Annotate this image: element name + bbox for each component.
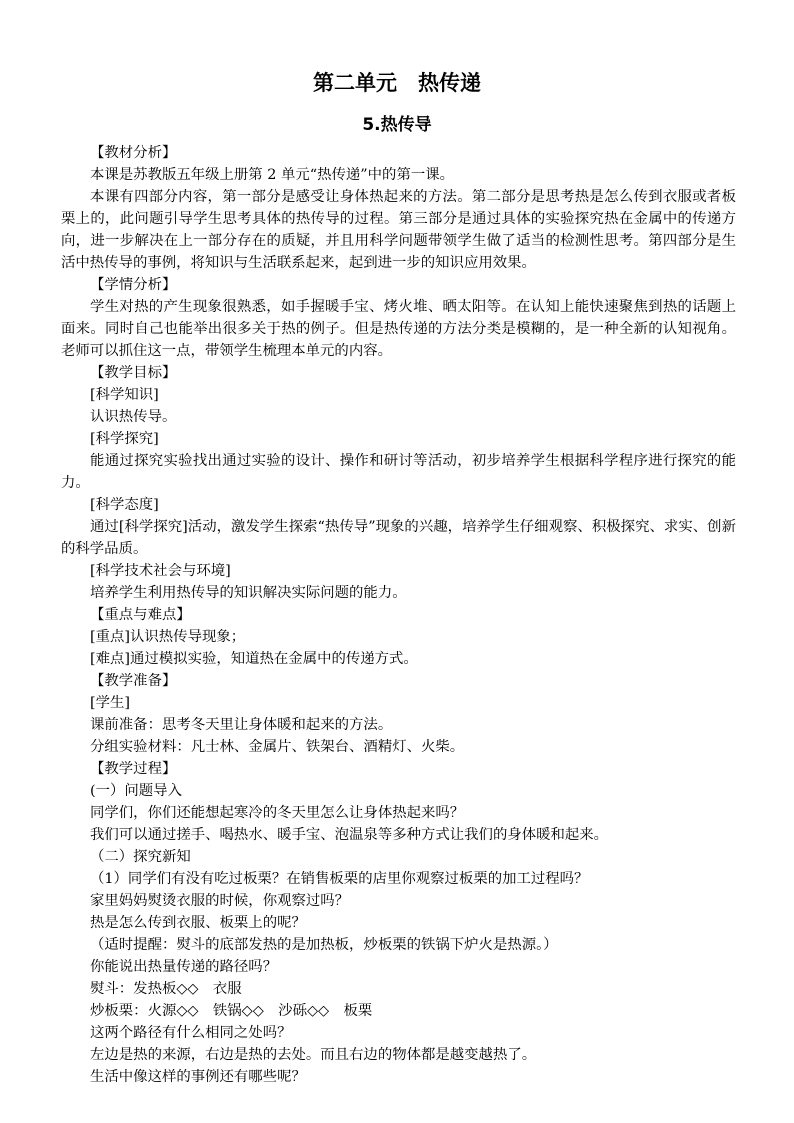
preparation-materials: 分组实验材料：凡士林、金属片、铁架台、酒精灯、火柴。 (90, 739, 465, 755)
objective-sts-text: 培养学生利用热传导的知识解决实际问题的能力。 (90, 585, 407, 601)
heading-textbook-analysis: 【教材分析】 (90, 145, 177, 161)
heading-key-points: 【重点与难点】 (90, 607, 191, 623)
objective-knowledge-text: 认识热传导。 (90, 409, 177, 425)
objective-inquiry-text: 能通过探究实验找出通过实验的设计、操作和研讨等活动，初步培养学生根据科学程序进行探究的能力。 (61, 453, 736, 491)
objective-attitude-label: [科学态度] (90, 497, 159, 513)
heading-preparation: 【教学准备】 (90, 673, 177, 689)
process-part2-a5: 左边是热的来源，右边是热的去处。而且右边的物体都是越变越热了。 (90, 1047, 537, 1063)
objective-knowledge-label: [科学知识] (90, 387, 159, 403)
key-point: [重点]认识热传导现象； (90, 629, 246, 645)
process-part2-q6: 生活中像这样的事例还有哪些呢？ (90, 1069, 306, 1085)
heading-student-analysis: 【学情分析】 (90, 277, 177, 293)
process-part2-title: （二）探究新知 (90, 849, 191, 865)
document-body (61, 142, 736, 1088)
preparation-student-label: [学生] (90, 695, 131, 711)
process-part2-q2: 家里妈妈熨烫衣服的时候，你观察过吗？ (90, 893, 350, 909)
process-part1-title: (一）问题导入 (90, 783, 182, 799)
preparation-pre-class: 课前准备：思考冬天里让身体暖和起来的方法。 (90, 717, 393, 733)
unit-title: 第二单元 热传递 (313, 71, 481, 95)
chestnut-heat-path: 炒板栗：火源◇◇ 铁锅◇◇ 沙砾◇◇ 板栗 (90, 1003, 373, 1019)
iron-heat-path: 熨斗：发热板◇◇ 衣服 (90, 981, 242, 997)
process-part2-q1: （1）同学们有没有吃过板栗？在销售板栗的店里你观察过板栗的加工过程吗？ (90, 871, 589, 887)
process-part1-answer: 我们可以通过搓手、喝热水、暖手宝、泡温泉等多种方式让我们的身体暖和起来。 (90, 827, 609, 843)
objective-attitude-text: 通过[科学探究]活动，激发学生探索“热传导”现象的兴趣，培养学生仔细观察、积极探究、求实、创新的科学品质。 (61, 519, 736, 557)
heading-objectives: 【教学目标】 (90, 365, 177, 381)
textbook-analysis-p2: 本课有四部分内容，第一部分是感受让身体热起来的方法。第二部分是思考热是怎么传到衣服或者板栗上的，此问题引导学生思考具体的热传导的过程。第三部分是通过具体的实验探究热在金属中的传递方向，进一步解决在上一部分存在的质疑，并且用科学问题带领学生做了适当的检测性思考。第四部分是生活中热传导的事例，将知识与生活联系起来，起到进一步的知识应用效果。 (61, 189, 736, 271)
objective-sts-label: [科学技术社会与环境] (90, 563, 231, 579)
student-analysis-p1: 学生对热的产生现象很熟悉，如手握暖手宝、烤火堆、晒太阳等。在认知上能快速聚焦到热的话题上面来。同时自己也能举出很多关于热的例子。但是热传递的方法分类是模糊的，是一种全新的认知视角。老师可以抓住这一点，带领学生梳理本单元的内容。 (61, 299, 736, 359)
objective-inquiry-label: [科学探究] (90, 431, 159, 447)
process-part1-question: 同学们，你们还能想起寒冷的冬天里怎么让身体热起来吗？ (90, 805, 465, 821)
difficult-point: [难点]通过模拟实验，知道热在金属中的传递方式。 (90, 651, 418, 667)
process-part2-q4: 你能说出热量传递的路径吗？ (90, 959, 278, 975)
heading-process: 【教学过程】 (90, 761, 177, 777)
textbook-analysis-p1: 本课是苏教版五年级上册第 2 单元“热传递”中的第一课。 (90, 167, 455, 183)
process-part2-q3: 热是怎么传到衣服、板栗上的呢？ (90, 915, 306, 931)
process-part2-q5: 这两个路径有什么相同之处吗？ (90, 1025, 292, 1041)
process-part2-hint: （适时提醒：熨斗的底部发热的是加热板，炒板栗的铁锅下炉火是热源。） (90, 937, 558, 953)
lesson-title: 5.热传导 (362, 115, 432, 135)
